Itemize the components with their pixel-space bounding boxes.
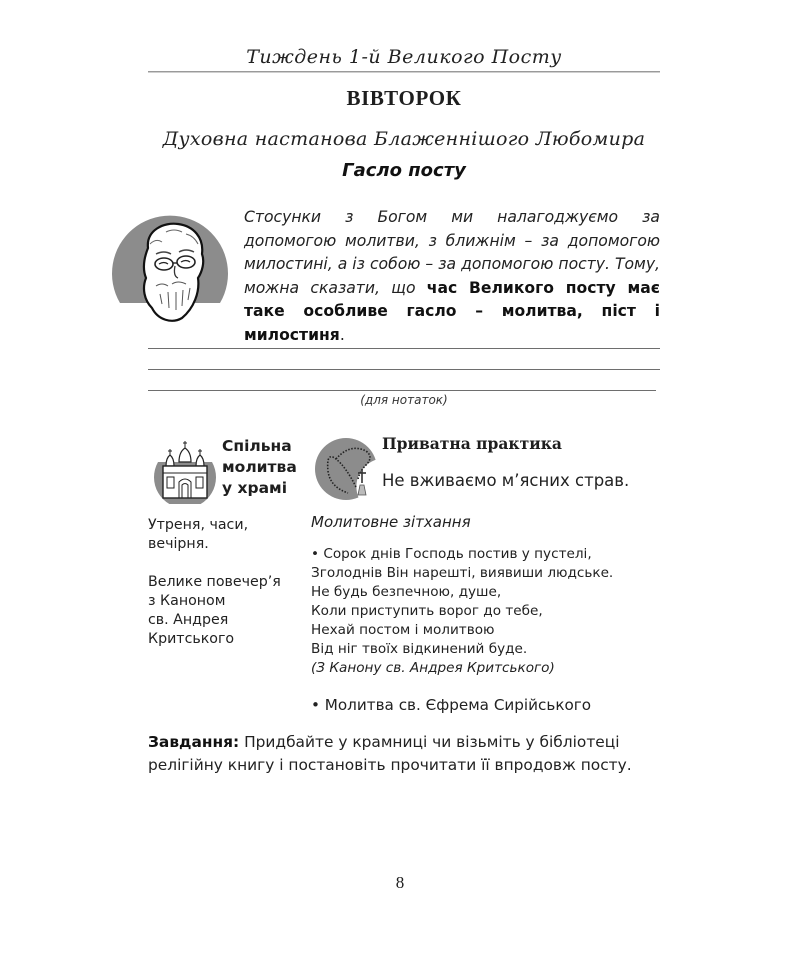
- task-paragraph: [148, 731, 662, 777]
- hymn-line: • Сорок днів Господь постив у пустелі,: [311, 546, 592, 562]
- common-prayer-title-line: у храмі: [222, 479, 288, 497]
- running-header: Тиждень 1-й Великого Посту: [246, 46, 562, 68]
- bearded-man-portrait-icon: [106, 208, 234, 326]
- common-prayer-title-line: молитва: [222, 458, 297, 476]
- header-rule: [148, 71, 660, 73]
- common-prayer-title-line: Спільна: [222, 437, 292, 455]
- rosary-icon: [314, 437, 378, 501]
- hymn-line: Від ніг твоїх відкинений буде.: [311, 641, 528, 657]
- common-prayer-item: Утреня, часи, вечірня.: [148, 517, 249, 552]
- motto-heading: Гасло посту: [342, 160, 466, 181]
- private-practice-text: Не вживаємо м’ясних страв.: [382, 471, 630, 490]
- private-practice-title: Приватна практика: [382, 434, 562, 453]
- ephrem-prayer: • Молитва св. Єфрема Сирійського: [311, 696, 592, 714]
- task-label: Завдання:: [148, 733, 240, 751]
- hymn-line: Не будь безпечною, душе,: [311, 584, 502, 600]
- hymn-source: (З Канону св. Андрея Критського): [311, 660, 555, 676]
- quote-bold: час Великого посту має таке особливе гасло – молитва, піст і милостиня: [244, 278, 660, 344]
- quote-text: [244, 206, 660, 347]
- day-title: ВІВТОРОК: [346, 86, 462, 110]
- hymn-line: Нехай постом і молитвою: [311, 622, 495, 638]
- church-icon: [152, 440, 218, 504]
- note-line-3[interactable]: [148, 390, 656, 391]
- hymn-text: [311, 545, 661, 678]
- notes-label: (для нотаток): [360, 393, 448, 407]
- common-prayer-list: [148, 516, 308, 668]
- note-line-1[interactable]: [148, 348, 660, 349]
- quote-end: .: [339, 325, 345, 344]
- common-prayer-item: Велике повечер’я з Каноном св. Андрея Критського: [148, 574, 281, 647]
- quote-italic: Стосунки з Богом ми налагоджуємо за допомогою молитви, з ближнім – за допомогою милостині, а із собою – за допомогою посту. Тому, можна сказати, що: [244, 208, 660, 297]
- subtitle: Духовна настанова Блаженнішого Любомира: [162, 128, 646, 150]
- hymn-line: Зголоднів Він нарешті, виявиши людське.: [311, 565, 614, 581]
- note-line-2[interactable]: [148, 369, 660, 370]
- page-number: 8: [395, 873, 405, 892]
- task-text: Придбайте у крамниці чи візьміть у бібліотеці релігійну книгу і постановіть прочитати її впродовж посту.: [148, 733, 632, 774]
- prayer-sigh-title: Молитовне зітхання: [311, 513, 471, 531]
- hymn-line: Коли приступить ворог до тебе,: [311, 603, 543, 619]
- common-prayer-title: [222, 436, 312, 499]
